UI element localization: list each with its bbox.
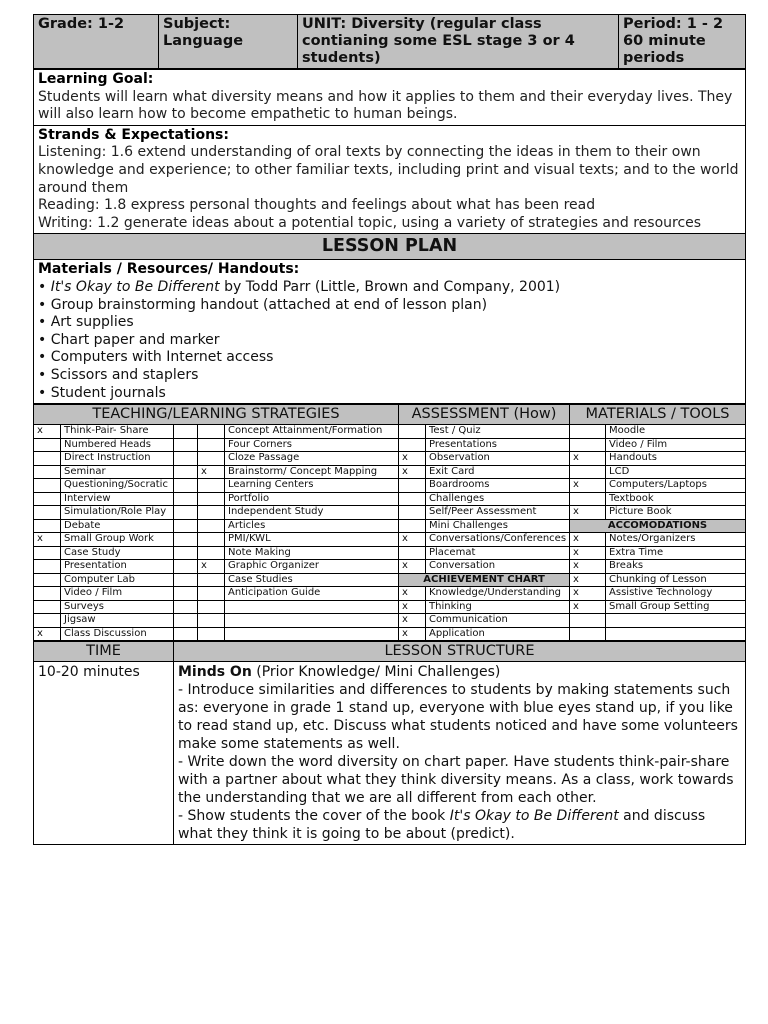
strand-writing: Writing: 1.2 generate ideas about a potential topic, using a variety of strategies and resources [38,214,702,231]
checkbox[interactable]: x [570,546,606,560]
checkbox[interactable] [198,452,225,466]
checkbox[interactable] [34,465,61,479]
option-label: Picture Book [606,506,746,520]
option-label: Small Group Setting [606,600,746,614]
checkbox[interactable] [198,519,225,533]
minds-on-label: Minds On [178,664,252,681]
strands-heading: Strands & Expectations: [38,126,229,143]
option-label: Computers/Laptops [606,479,746,493]
option-label: Mini Challenges [426,519,570,533]
lesson-plan-title: LESSON PLAN [34,234,746,260]
lesson-plan-document [33,14,746,845]
option-label: Assistive Technology [606,587,746,601]
checkbox[interactable]: x [399,587,426,601]
option-label: Note Making [225,546,399,560]
checkbox[interactable] [399,492,426,506]
checkbox[interactable]: x [399,533,426,547]
spacer-cell [174,479,198,493]
checkbox[interactable]: x [570,600,606,614]
materials-section [34,260,746,404]
strategy-row [34,573,746,587]
strategy-row [34,452,746,466]
option-label: Small Group Work [61,533,174,547]
spacer-cell [174,533,198,547]
checkbox[interactable]: x [570,479,606,493]
checkbox[interactable] [34,600,61,614]
checkbox[interactable]: x [399,465,426,479]
option-label: Conversation [426,560,570,574]
checkbox[interactable] [570,492,606,506]
materials-item: • Computers with Internet access [38,349,741,367]
checkbox[interactable] [198,614,225,628]
option-label: Computer Lab [61,573,174,587]
checkbox[interactable] [399,438,426,452]
subject-cell: Subject: Language [159,15,298,69]
checkbox[interactable]: x [570,452,606,466]
strand-reading: Reading: 1.8 express personal thoughts and feelings about what has been read [38,197,596,214]
option-label: LCD [606,465,746,479]
spacer-cell [174,573,198,587]
minds-on-content [174,662,746,845]
option-label: Presentations [426,438,570,452]
option-label: Graphic Organizer [225,560,399,574]
spacer-cell [174,492,198,506]
option-label: Communication [426,614,570,628]
checkbox[interactable]: x [399,452,426,466]
option-label: Moodle [606,425,746,439]
book-details: by Todd Parr (Little, Brown and Company, 2001) [219,278,561,295]
checkbox[interactable] [570,438,606,452]
option-label: Handouts [606,452,746,466]
option-label: Articles [225,519,399,533]
option-label: Breaks [606,560,746,574]
option-label: Conversations/Conferences [426,533,570,547]
minds-on-paragraph: - Introduce similarities and differences to students by making statements such as: everyone in grade 1 stand up, everyone with blue eyes stand up, if you like to read stand up, etc. Discuss what students noticed and have some volunteers make some statements as well. [178,682,738,753]
checkbox[interactable] [34,614,61,628]
strategy-table [33,404,746,641]
goal-table [33,69,746,404]
checkbox[interactable]: x [34,627,61,641]
strategy-row [34,614,746,628]
option-label: Anticipation Guide [225,587,399,601]
minds-on-paragraph: and discuss what they think it is going to be about (predict). [178,808,706,843]
strands-section [34,125,746,234]
strategy-row [34,479,746,493]
learning-goal-heading: Learning Goal: [38,71,154,87]
checkbox[interactable]: x [570,560,606,574]
option-label: Brainstorm/ Concept Mapping [225,465,399,479]
materials-item: • Student journals [38,385,741,403]
option-label: Class Discussion [61,627,174,641]
checkbox[interactable] [198,533,225,547]
option-label: Interview [61,492,174,506]
assessment-header: ASSESSMENT (How) [399,405,570,425]
strategy-row [34,438,746,452]
strategy-row [34,546,746,560]
checkbox[interactable] [34,519,61,533]
checkbox[interactable] [570,614,606,628]
checkbox[interactable]: x [399,614,426,628]
checkbox[interactable] [198,438,225,452]
strategy-row [34,627,746,641]
option-label [606,627,746,641]
strategy-row [34,600,746,614]
spacer-cell [174,546,198,560]
checkbox[interactable]: x [34,533,61,547]
option-label: Think-Pair- Share [61,425,174,439]
structure-table [33,641,746,845]
option-label: Numbered Heads [61,438,174,452]
spacer-cell [174,465,198,479]
checkbox[interactable] [34,438,61,452]
materials-item: • Art supplies [38,314,741,332]
strategy-row [34,587,746,601]
checkbox[interactable] [34,560,61,574]
checkbox[interactable]: x [399,600,426,614]
minds-on-paragraph: - Write down the word diversity on chart paper. Have students think-pair-share with a partner about what they think diversity means. As a class, work towards the understanding that we are all different from each other. [178,754,734,807]
checkbox[interactable]: x [198,560,225,574]
option-label: Video / Film [606,438,746,452]
checkbox[interactable] [570,627,606,641]
book-title: It's Okay to Be Different [50,278,220,295]
checkbox[interactable] [198,600,225,614]
option-label: Exit Card [426,465,570,479]
strategy-row [34,519,746,533]
option-label [225,627,399,641]
learning-goal-text: Students will learn what diversity means and how it applies to them and their everyday lives. They will also learn how to become empathetic to human beings. [38,88,733,123]
spacer-cell [174,438,198,452]
learning-goal-section [34,70,746,126]
checkbox[interactable] [34,506,61,520]
option-label: Jigsaw [61,614,174,628]
spacer-cell [174,614,198,628]
period-cell: Period: 1 - 2 60 minute periods [619,15,746,69]
strategy-row [34,425,746,439]
checkbox[interactable] [198,506,225,520]
tools-header: MATERIALS / TOOLS [570,405,746,425]
unit-cell: UNIT: Diversity (regular class contianing some ESL stage 3 or 4 students) [298,15,619,69]
spacer-cell [174,425,198,439]
checkbox[interactable] [34,546,61,560]
spacer-cell [174,587,198,601]
option-label: PMI/KWL [225,533,399,547]
minds-on-paragraph: - Show students the cover of the book [178,808,450,825]
checkbox[interactable] [198,479,225,493]
materials-item: • Chart paper and marker [38,332,741,350]
option-label: Debate [61,519,174,533]
checkbox[interactable] [570,465,606,479]
checkbox[interactable]: x [570,573,606,587]
option-label: Chunking of Lesson [606,573,746,587]
option-label: Test / Quiz [426,425,570,439]
time-header: TIME [34,642,174,662]
option-label: Four Corners [225,438,399,452]
checkbox[interactable] [198,627,225,641]
checkbox[interactable] [198,587,225,601]
checkbox[interactable]: x [34,425,61,439]
option-label: Observation [426,452,570,466]
option-label: Independent Study [225,506,399,520]
achievement-chart-heading: ACHIEVEMENT CHART [399,573,570,587]
checkbox[interactable]: x [198,465,225,479]
checkbox[interactable]: x [399,627,426,641]
option-label: Learning Centers [225,479,399,493]
spacer-cell [174,506,198,520]
accommodations-heading: ACCOMODATIONS [570,519,746,533]
option-label: Application [426,627,570,641]
strand-listening: Listening: 1.6 extend understanding of oral texts by connecting the ideas in them to their own knowledge and experience; to other familiar texts, including print and visual texts; and to the world around them [38,144,739,196]
checkbox[interactable] [399,479,426,493]
spacer-cell [174,519,198,533]
option-label: Questioning/Socratic [61,479,174,493]
grade-cell: Grade: 1-2 [34,15,159,69]
checkbox[interactable] [34,479,61,493]
option-label [225,600,399,614]
option-label: Textbook [606,492,746,506]
checkbox[interactable] [198,573,225,587]
option-label: Case Studies [225,573,399,587]
strategy-row [34,465,746,479]
checkbox[interactable] [198,425,225,439]
checkbox[interactable] [399,546,426,560]
option-label [225,614,399,628]
time-value: 10-20 minutes [34,662,174,845]
checkbox[interactable] [399,519,426,533]
option-label: Placemat [426,546,570,560]
option-label: Knowledge/Understanding [426,587,570,601]
option-label: Thinking [426,600,570,614]
minds-on-note: (Prior Knowledge/ Mini Challenges) [251,664,501,681]
strategy-row [34,492,746,506]
strategy-row [34,533,746,547]
spacer-cell [174,600,198,614]
book-title: It's Okay to Be Different [449,808,619,825]
checkbox[interactable] [198,546,225,560]
option-label: Seminar [61,465,174,479]
option-label: Extra Time [606,546,746,560]
option-label: Presentation [61,560,174,574]
option-label: Portfolio [225,492,399,506]
option-label: Surveys [61,600,174,614]
option-label: Boardrooms [426,479,570,493]
materials-item: • Scissors and staplers [38,367,741,385]
materials-item: • Group brainstorming handout (attached at end of lesson plan) [38,297,741,315]
option-label: Video / Film [61,587,174,601]
spacer-cell [174,560,198,574]
strategies-header: TEACHING/LEARNING STRATEGIES [34,405,399,425]
option-label: Cloze Passage [225,452,399,466]
option-label [606,614,746,628]
materials-heading: Materials / Resources/ Handouts: [38,261,300,278]
checkbox[interactable] [34,573,61,587]
option-label: Concept Attainment/Formation [225,425,399,439]
checkbox[interactable] [34,587,61,601]
checkbox[interactable]: x [570,533,606,547]
spacer-cell [174,452,198,466]
option-label: Simulation/Role Play [61,506,174,520]
checkbox[interactable] [570,425,606,439]
strategy-row [34,506,746,520]
option-label: Case Study [61,546,174,560]
checkbox[interactable] [198,492,225,506]
spacer-cell [174,627,198,641]
checkbox[interactable] [34,452,61,466]
materials-list [38,279,741,402]
checkbox[interactable]: x [399,560,426,574]
header-table [33,14,746,69]
checkbox[interactable] [399,506,426,520]
materials-item [38,279,741,297]
lesson-structure-header: LESSON STRUCTURE [174,642,746,662]
checkbox[interactable]: x [570,506,606,520]
checkbox[interactable] [34,492,61,506]
checkbox[interactable] [399,425,426,439]
strategy-grid [34,425,746,641]
option-label: Notes/Organizers [606,533,746,547]
option-label: Challenges [426,492,570,506]
strategy-row [34,560,746,574]
option-label: Self/Peer Assessment [426,506,570,520]
option-label: Direct Instruction [61,452,174,466]
checkbox[interactable]: x [570,587,606,601]
